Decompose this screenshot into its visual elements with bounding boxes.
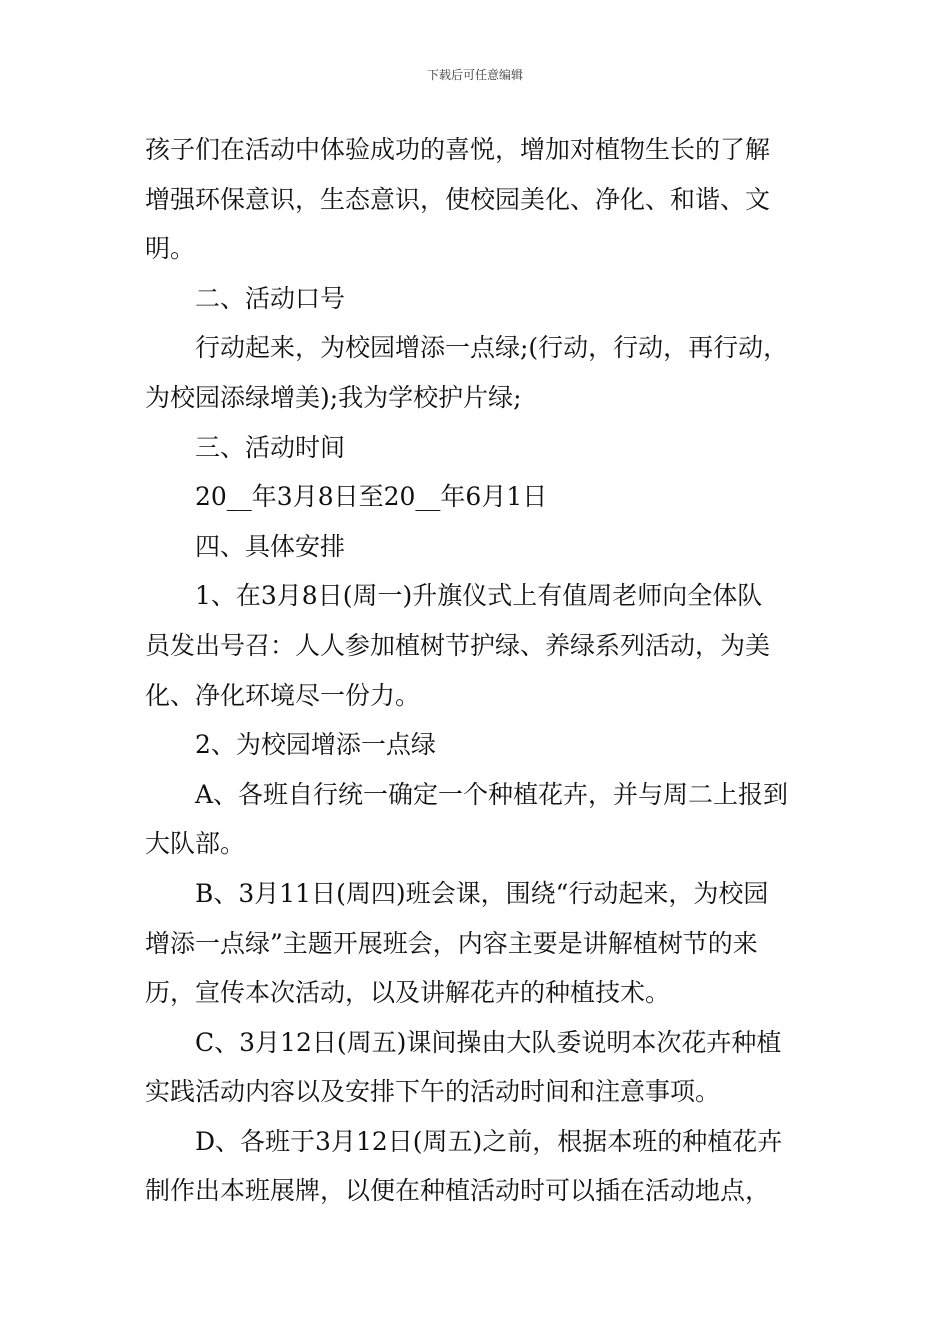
body-line: 行动起来，为校园增添一点绿;(行动，行动，再行动， (195, 333, 789, 363)
body-line: 增强环保意识，生态意识，使校园美化、净化、和谐、文 (145, 184, 771, 214)
section-heading-arrangement: 四、具体安排 (195, 531, 346, 561)
body-line: 1、在3月8日(周一)升旗仪式上有值周老师向全体队 (195, 581, 763, 611)
body-line: A、各班自行统一确定一个种植花卉，并与周二上报到 (195, 779, 789, 809)
body-line: 实践活动内容以及安排下午的活动时间和注意事项。 (145, 1077, 721, 1107)
body-line: 制作出本班展牌，以便在种植活动时可以插在活动地点， (145, 1176, 771, 1206)
section-heading-time: 三、活动时间 (195, 432, 346, 462)
page-header-note: 下载后可任意编辑 (426, 68, 523, 82)
body-line: C、3月12日(周五)课间操由大队委说明本次花卉种植 (195, 1027, 782, 1057)
body-line: 2、为校园增添一点绿 (195, 730, 436, 760)
document-body (145, 125, 810, 1216)
body-line: 化、净化环境尽一份力。 (145, 680, 421, 710)
body-line: 孩子们在活动中体验成功的喜悦，增加对植物生长的了解 (145, 135, 771, 164)
section-heading-slogan: 二、活动口号 (195, 283, 346, 313)
body-line: 为校园添绿增美);我为学校护片绿; (145, 382, 522, 412)
body-line: 20__年3月8日至20__年6月1日 (195, 482, 548, 512)
body-line: 员发出号召：人人参加植树节护绿、养绿系列活动，为美 (145, 630, 771, 660)
body-line: 大队部。 (145, 829, 246, 859)
body-line: 明。 (145, 234, 196, 264)
body-line: 增添一点绿”主题开展班会，内容主要是讲解植树节的来 (145, 928, 758, 958)
body-line: B、3月11日(周四)班会课，围绕“行动起来，为校园 (195, 878, 769, 908)
body-line: 历，宣传本次活动，以及讲解花卉的种植技术。 (145, 978, 671, 1008)
body-line: D、各班于3月12日(周五)之前，根据本班的种植花卉 (195, 1126, 783, 1156)
